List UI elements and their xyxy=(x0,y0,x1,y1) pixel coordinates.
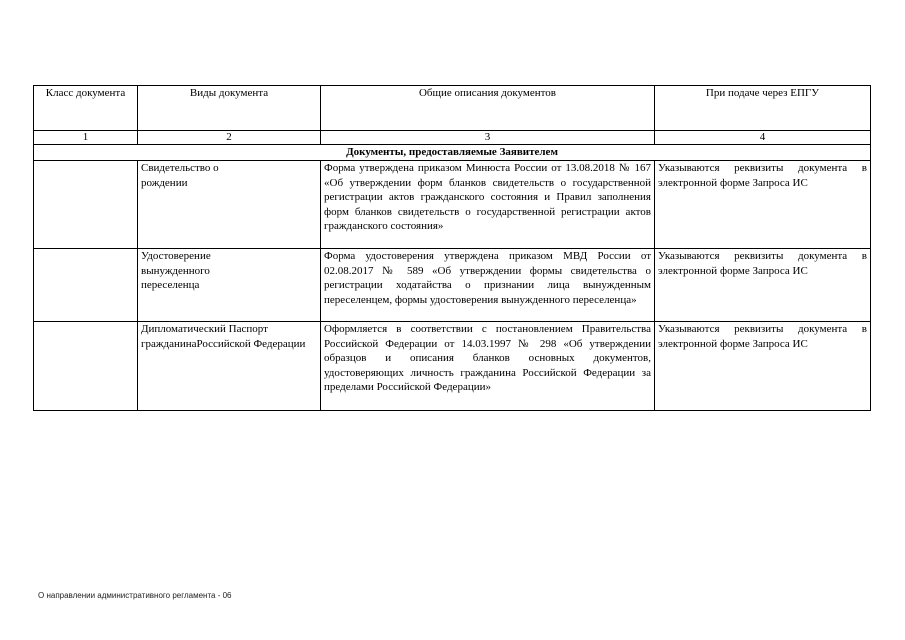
column-number: 4 xyxy=(655,131,871,145)
cell-class xyxy=(34,322,138,411)
cell-description: Форма утверждена приказом Минюста России от 13.08.2018 № 167 «Об утверждении форм бланков свидетельств о государственной регистрации актов гражданского состояния и Правил заполнения форм бланков свидетельств о государственной регистрации актов гражданского состояния» xyxy=(321,161,655,249)
section-row xyxy=(34,145,871,161)
documents-table xyxy=(33,85,871,411)
table-row xyxy=(34,161,871,249)
cell-epgu: Указываются реквизиты документа в электронной форме Запроса ИС xyxy=(655,322,871,411)
page-footer: О направлении административного регламента - 06 xyxy=(38,591,232,600)
cell-class xyxy=(34,249,138,322)
cell-description: Форма удостоверения утверждена приказом МВД России от 02.08.2017 № 589 «Об утверждении формы свидетельства о регистрации ходатайства о признании лица вынужденным переселенцем, формы удостоверения вынужденного переселенца» xyxy=(321,249,655,322)
header-cell-class: Класс документа xyxy=(34,86,138,131)
column-number-row xyxy=(34,131,871,145)
header-cell-kind: Виды документа xyxy=(138,86,321,131)
table-row xyxy=(34,249,871,322)
column-number: 2 xyxy=(138,131,321,145)
cell-kind: Дипломатический Паспорт гражданинаРоссийской Федерации xyxy=(138,322,321,411)
column-number: 1 xyxy=(34,131,138,145)
table-header-row xyxy=(34,86,871,131)
cell-kind: Свидетельство о рождении xyxy=(138,161,321,249)
cell-epgu: Указываются реквизиты документа в электронной форме Запроса ИС xyxy=(655,161,871,249)
header-cell-description: Общие описания документов xyxy=(321,86,655,131)
cell-epgu: Указываются реквизиты документа в электронной форме Запроса ИС xyxy=(655,249,871,322)
table-row xyxy=(34,322,871,411)
column-number: 3 xyxy=(321,131,655,145)
section-title: Документы, предоставляемые Заявителем xyxy=(34,145,871,161)
cell-class xyxy=(34,161,138,249)
cell-description: Оформляется в соответствии с постановлением Правительства Российской Федерации от 14.03.1997 № 298 «Об утверждении образцов и описания бланков основных документов, удостоверяющих личность гражданина Российской Федерации за пределами Российской Федерации» xyxy=(321,322,655,411)
cell-kind: Удостоверение вынужденного переселенца xyxy=(138,249,321,322)
header-cell-epgu: При подаче через ЕПГУ xyxy=(655,86,871,131)
